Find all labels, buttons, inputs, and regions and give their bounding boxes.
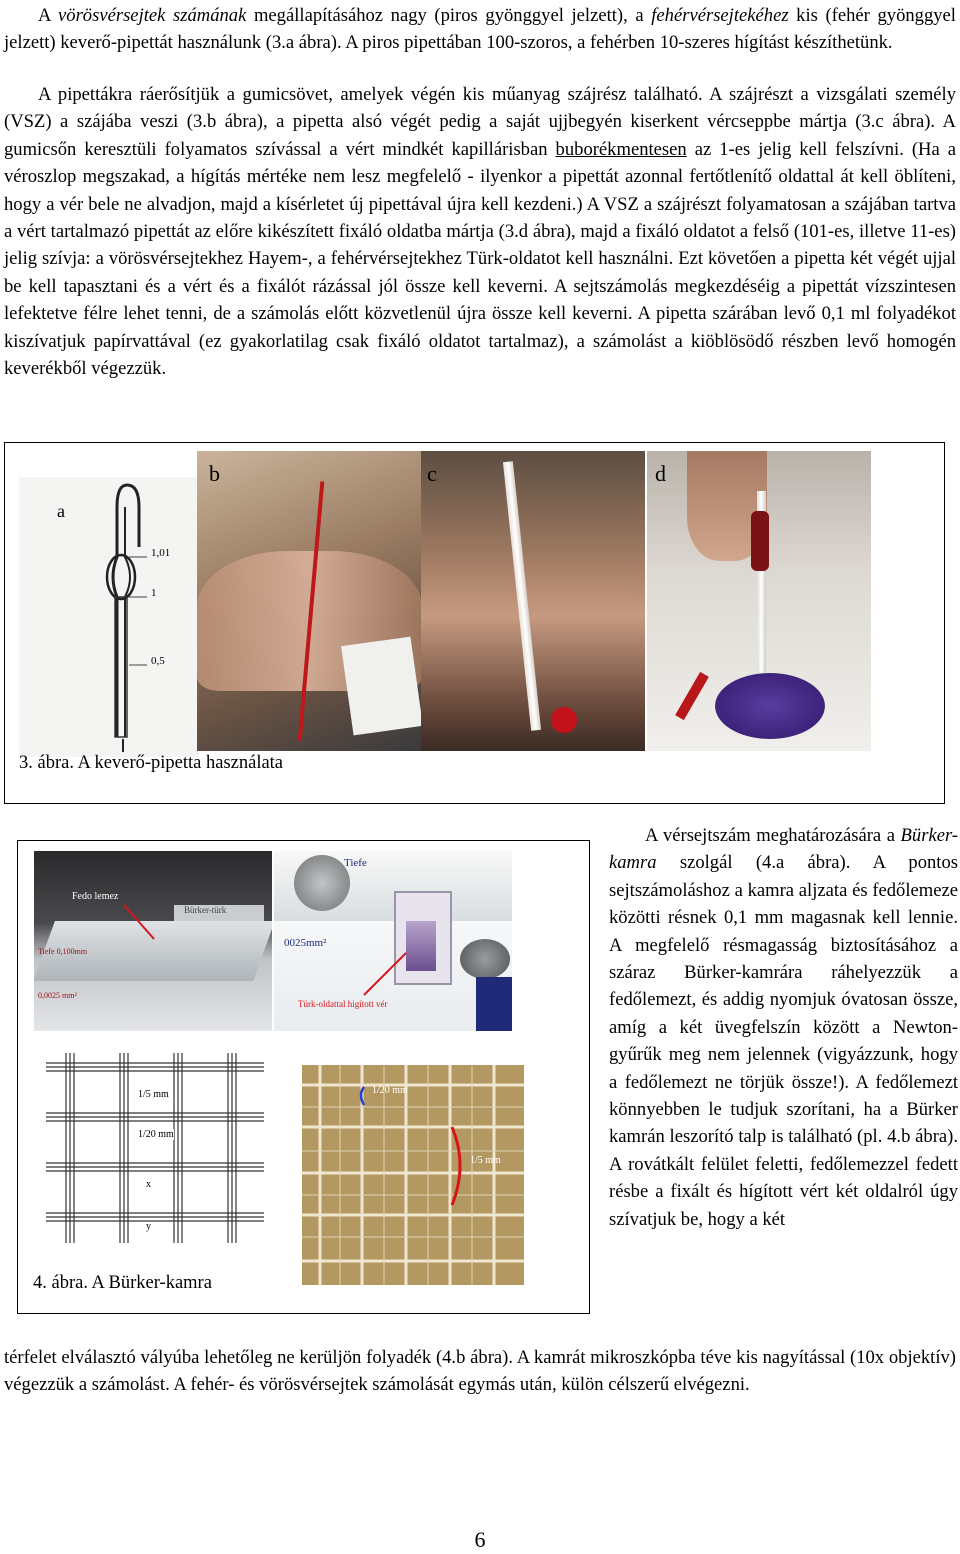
clamp-depth-label: Tiefe — [344, 857, 367, 869]
chamber-area-label: 0,0025 mm² — [38, 991, 77, 1000]
figure-3 — [4, 442, 945, 804]
page-number: 6 — [474, 1527, 486, 1552]
grid-label-y: y — [146, 1221, 151, 1232]
text-span: A vérsejtszám meghatározására a — [645, 825, 901, 846]
chamber-brand-label: Bürker-türk — [184, 905, 227, 915]
text-span: az 1-es jelig kell felszívni. (Ha a véroszlop megszakad, a hígítás mértéke nem lesz megfelelő - ilyenkor a pipettát azonnal fertőtlenítő oldattal át kell öblíteni, hogy a vér bele ne alvadjon, majd a kísérletet új pipettával újra kell kezdeni.) A VSZ a szájrészt folyamatosan a szájában tartva a vért tartalmazó pipettát az előre kikészített fixáló oldatba mártja (3.d ábra), majd a fixáló oldatot a felső (101-es, illetve 11-es) jelig szívja: a vörösvérsejtekhez Hayem-, a fehérvérsejtekhez Türk-oldatot kell használni. Ezt követően a pipetta két végét ujjal be kell tapasztani és a vért és a fixálót rázással jól össze kell keverni. A sejtszámolás megkezdéséig a pipettát vízszintesen lefektetve félre lehet tenni, de a számolás előtt közvetlenül újra össze kell keverni. A pipetta szárában levő 0,1 ml folyadékot kiszívatjuk papírvattával (ez gyakorlatilag csak fixáló oldatot tartalmaz), a számolást a kiöblösödő részben levő homogén keverékből végezzük. — [4, 138, 957, 380]
grid-label-x: x — [146, 1179, 151, 1190]
text-span: kis (fehér gyönggyel jelzett) keverő-pipettát használunk (3.a ábra). A piros pipettában 100-szoros, a fehérben 10-szeres hígítást készíthetünk. — [4, 5, 956, 54]
grid-label-120: 1/20 mm — [138, 1129, 174, 1140]
panel-label-b: b — [209, 461, 220, 486]
chamber-depth-label: Tiefe 0,100mm — [38, 947, 88, 956]
pipette-drawing — [19, 477, 199, 757]
photo-clamped-chamber — [274, 851, 512, 1031]
text-span: A pipettákra ráerősítjük a gumicsövet, amelyek végén kis műanyag szájrész található. A szájrészt a vizsgálati személy (VSZ) a szájába veszi (3.b ábra), a pipetta alsó végét pedig a saját ujjbegyén kiserkent vércseppbe mártja (3.c ábra). A gumicsőn keresztüli folyamatos szívással a vért mindkét kapillárisban — [4, 84, 956, 160]
italic-term: Bürker-kamra — [609, 825, 958, 874]
clamp-area-label: 0025mm² — [284, 937, 327, 949]
pipette-diagram — [19, 477, 199, 757]
microscope-grid-photo — [302, 1065, 524, 1285]
micro-label-20: 1/20 mm — [372, 1085, 408, 1096]
text-span: A — [38, 5, 59, 26]
procedure-paragraph — [4, 81, 956, 382]
side-paragraph — [609, 822, 958, 1233]
photo-fingertip — [421, 451, 645, 751]
bottom-paragraph: térfelet elválasztó vályúba lehetőleg ne kerüljön folyadék (4.b ábra). A kamrát mikroszkópba téve kis nagyítással (10x objektív) végezzük a számolást. A fehér- és vörösvérsejtek számolását egymás után, külön célszerű elvégezni. — [4, 1347, 956, 1396]
mark-101: 1,01 — [151, 547, 171, 559]
figure-3-caption: 3. ábra. A keverő-pipetta használata — [19, 753, 284, 773]
italic-term: fehérvérsejtekéhez — [651, 5, 789, 26]
underlined-term: buborékmentesen — [555, 138, 687, 160]
micro-label-5: 1/5 mm — [470, 1155, 501, 1166]
panel-label-d: d — [655, 461, 666, 486]
turk-label: Türk-oldattal higított vér — [298, 999, 388, 1009]
figure-4-caption: 4. ábra. A Bürker-kamra — [33, 1273, 212, 1293]
text-span: megállapításához nagy (piros gyönggyel jelzett), a — [246, 5, 652, 26]
coverslip-arrow — [34, 851, 272, 1031]
coverslip-label: Fedo lemez — [72, 891, 119, 902]
micro-grid-svg — [302, 1065, 524, 1285]
turk-arrow — [274, 851, 512, 1031]
panel-label-a: a — [57, 501, 65, 521]
grid-label-15: 1/5 mm — [138, 1089, 169, 1100]
photo-mouthpiece — [197, 451, 422, 751]
mark-1: 1 — [151, 587, 157, 599]
counting-grid-diagram — [46, 1053, 264, 1243]
panel-label-c: c — [427, 461, 437, 486]
text-span: szolgál (4.a ábra). A pontos sejtszámoláshoz a kamra aljzata és fedőlemeze közötti résnek 0,1 mm magasnak kell lennie. A megfelelő résmagasság biztosításához a száraz Bürker-kamrára ráhelyezzük a fedőlemezt, és addig nyomjuk óvatosan össze, amíg a két üvegfelszín között a Newton-gyűrűk meg nem jelennek (vigyázzunk, hogy a fedőlemezt ne törjük össze!). A fedőlemezt könnyebben le tudjuk szorítani, ha a Bürker kamrán leszorító talp is található (pl. 4.b ábra). A rovátkált felület feletti, fedőlemezzel fedett résbe a fixált és hígított vért két oldalról úgy szívatjuk be, hogy a két — [609, 852, 958, 1230]
italic-term: vörösvérsejtek számának — [58, 5, 247, 26]
grid-svg — [46, 1053, 264, 1243]
mark-05: 0,5 — [151, 655, 165, 667]
intro-paragraph — [4, 2, 956, 57]
photo-fixative-dish — [647, 451, 871, 751]
figure-4 — [17, 840, 590, 1314]
photo-buerker-chamber — [34, 851, 272, 1031]
